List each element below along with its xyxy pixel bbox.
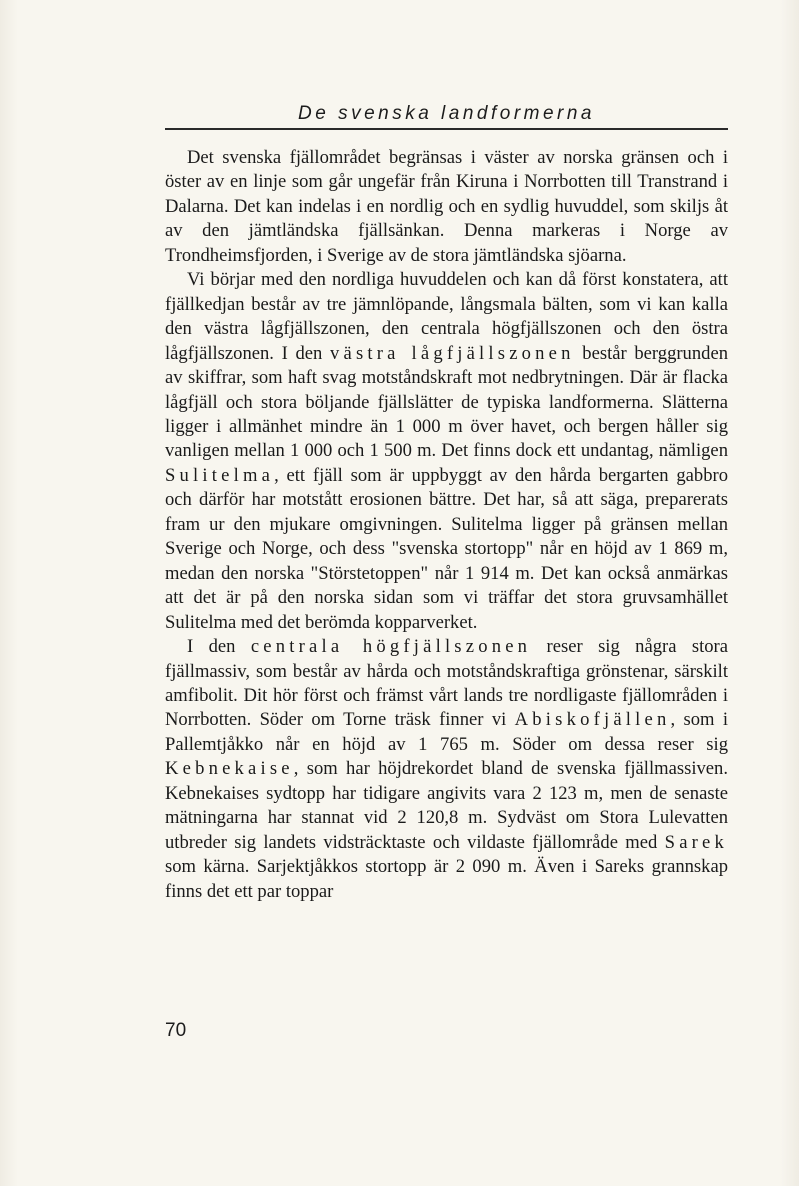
text-segment: som kärna. Sarjektjåkkos stortopp är 2 090 m. Även i Sareks grannskap finns det ett par toppar (165, 856, 728, 902)
text-segment: , ett fjäll som är uppbyggt av den hårda bergarten gabbro och därför har motstått erosionen bättre. Det har, så att säga, preparerats fram ur den mjukare omgivningen. Sulitelma ligger på gränsen mellan Sverige och Norge, och dess "svenska stortopp" når en höjd av 1 869 m, medan den norska "Störstetoppen" når 1 914 m. Det kan också anmärkas att det är på den norska sidan som vi träffar det stora gruvsamhället Sulitelma med det berömda kopparverket. (165, 464, 728, 633)
spaced-term: centrala högfjällszonen (250, 636, 532, 658)
running-header: De svenska landformerna (298, 103, 595, 124)
text-segment: reser sig några stora fjällmassiv, som består av hårda och motståndskraftiga grönstenar, särskilt amfibolit. Dit hör först och främst vårt lands tre nordligaste fjällområden i Norrbotten. Söder om Torne träsk finner vi (165, 636, 728, 731)
spaced-term: västra lågfjällszonen (330, 342, 575, 364)
text-segment: Vi börjar med den nordliga huvuddelen och kan då först konstatera, att fjällkedjan består av tre jämnlöpande, långsmala bälten, som vi kan kalla den västra lågfjällszonen, den centrala högfjällszonen och den östra lågfjällszonen. I den (165, 269, 728, 364)
spaced-term: Kebnekaise (165, 758, 294, 780)
paragraph (165, 635, 728, 904)
spaced-term: Sarek (664, 831, 728, 853)
text-segment: , som har höjdrekordet bland de svenska fjällmassiven. Kebnekaises sydtopp har tidigare angivits vara 2 123 m, men de senaste mätningarna har stannat vid 2 120,8 m. Sydväst om Stora Lulevatten utbreder sig landets vidsträcktaste och vildaste fjällområde med (165, 758, 728, 853)
text-segment: Det svenska fjällområdet begränsas i väster av norska gränsen och i öster av en linje som går ungefär från Kiruna i Norrbotten till Transtrand i Dalarna. Det kan indelas i en nordlig och en sydlig huvuddel, som skiljs åt av den jämtländska fjällsänkan. Denna markeras i Norge av Trondheimsfjorden, i Sverige av de stora jämtländska sjöarna. (165, 147, 728, 266)
text-segment: , som i Pallemtjåkko når en höjd av 1 765 m. Söder om dessa reser sig (165, 709, 728, 755)
text-segment: I den (187, 636, 251, 658)
page-number: 70 (165, 1020, 187, 1041)
spaced-term: Sulitelma (165, 464, 275, 486)
spaced-term: Abiskofjällen (514, 709, 671, 731)
paragraph (165, 146, 728, 268)
header-rule (165, 128, 728, 130)
paragraph (165, 268, 728, 635)
body-text (165, 146, 728, 904)
text-segment: består berggrunden av skiffrar, som haft svag motståndskraft mot nedbrytningen. Där är flacka lågfjäll och stora böljande fjällslätter de typiska landformerna. Slätterna ligger i allmänhet mindre än 1 000 m över havet, och bergen håller sig vanligen mellan 1 000 och 1 500 m. Det finns dock ett undantag, nämligen (165, 342, 728, 462)
